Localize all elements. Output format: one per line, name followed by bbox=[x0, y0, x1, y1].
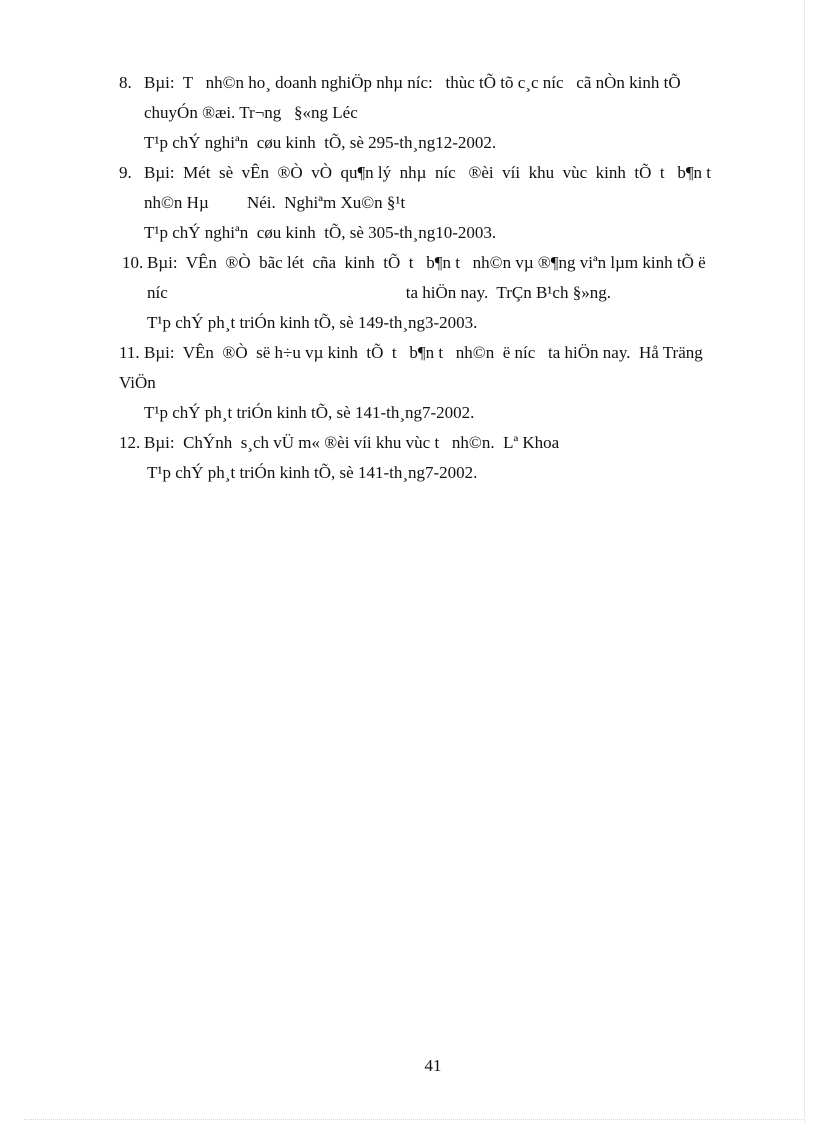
reference-12-line-1: Bµi: ChÝnh s¸ch vÜ m« ®èi víi khu vùc t nh©n. Lª Khoa bbox=[144, 433, 560, 452]
reference-8-line-2: chuyÓn ®æi. Tr¬ng §«ng Léc bbox=[144, 103, 358, 122]
reference-8-source: T¹p chÝ nghiªn cøu kinh tÕ, sè 295-th¸ng12-2002. bbox=[144, 133, 497, 152]
bottom-page-border bbox=[24, 1119, 804, 1120]
reference-10-number: 10. bbox=[122, 253, 144, 272]
reference-11-source: T¹p chÝ ph¸t triÓn kinh tÕ, sè 141-th¸ng7-2002. bbox=[144, 403, 475, 422]
reference-11-line-1: Bµi: VÊn ®Ò së h÷u vµ kinh tÕ t b¶n t nh©n ë níc ta hiÖn nay. Hå Träng bbox=[144, 343, 703, 362]
page-number: 41 bbox=[424, 1056, 442, 1075]
reference-9-source: T¹p chÝ nghiªn cøu kinh tÕ, sè 305-th¸ng10-2003. bbox=[144, 223, 497, 242]
reference-8-number: 8. bbox=[119, 73, 132, 92]
reference-11-line-2: ViÖn bbox=[119, 373, 156, 392]
reference-9-number: 9. bbox=[119, 163, 132, 182]
reference-11-number: 11. bbox=[119, 343, 140, 362]
right-page-border bbox=[804, 0, 805, 1123]
reference-10-line-2: níc ta hiÖn nay. TrÇn B¹ch §»ng. bbox=[147, 283, 611, 302]
reference-12-source: T¹p chÝ ph¸t triÓn kinh tÕ, sè 141-th¸ng7-2002. bbox=[147, 463, 478, 482]
reference-9-line-1: Bµi: Mét sè vÊn ®Ò vÒ qu¶n lý nhµ níc ®èi víi khu vùc kinh tÕ t b¶n t bbox=[144, 163, 712, 182]
reference-8-line-1: Bµi: T nh©n ho¸ doanh nghiÖp nhµ níc: thùc tÕ tõ c¸c níc cã nÒn kinh tÕ bbox=[144, 73, 681, 92]
reference-10-source: T¹p chÝ ph¸t triÓn kinh tÕ, sè 149-th¸ng3-2003. bbox=[147, 313, 478, 332]
reference-10-line-1: Bµi: VÊn ®Ò bãc lét cña kinh tÕ t b¶n t nh©n vµ ®¶ng viªn lµm kinh tÕ ë bbox=[147, 253, 706, 272]
reference-12-number: 12. bbox=[119, 433, 141, 452]
reference-9-line-2: nh©n Hµ Néi. Nghiªm Xu©n §¹t bbox=[144, 193, 406, 212]
